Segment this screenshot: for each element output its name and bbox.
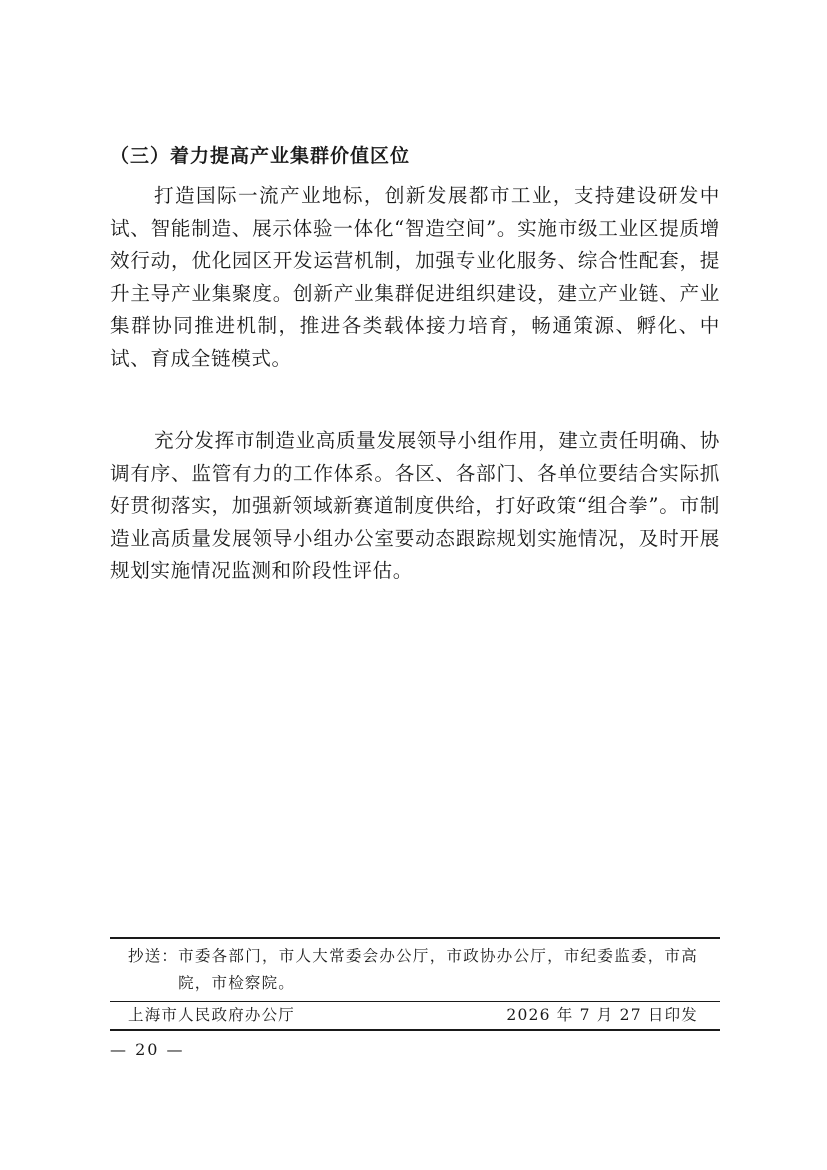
- cc-line: [110, 939, 720, 1001]
- issue-date: 2026 年 7 月 27 日印发: [506, 1006, 698, 1024]
- section-heading: （三）着力提高产业集群价值区位: [110, 145, 411, 167]
- body-paragraph-1: 打造国际一流产业地标，创新发展都市工业，支持建设研发中试、智能制造、展示体验一体化“智造空间”。实施市级工业区提质增效行动，优化园区开发运营机制，加强专业化服务、综合性配套，提升主导产业集聚度。创新产业集群促进组织建设，建立产业链、产业集群协同推进机制，推进各类载体接力培育，畅通策源、孵化、中试、育成全链模式。: [110, 184, 720, 370]
- issuer-name: 上海市人民政府办公厅: [128, 1006, 296, 1024]
- cc-label: 抄送：: [128, 947, 179, 965]
- body-paragraph-2: 充分发挥市制造业高质量发展领导小组作用，建立责任明确、协调有序、监管有力的工作体系。各区、各部门、各单位要结合实际抓好贯彻落实，加强新领域新赛道制度供给，打好政策“组合拳”。市制造业高质量发展领导小组办公室要动态跟踪规划实施情况，及时开展规划实施情况监测和阶段性评估。: [110, 429, 720, 583]
- page-number: — 20 —: [110, 1040, 185, 1059]
- issuer-row: [110, 1002, 720, 1029]
- distribution-footer: [110, 937, 720, 1031]
- cc-recipients: 市委各部门，市人大常委会办公厅，市政协办公厅，市纪委监委，市高院，市检察院。: [178, 947, 698, 992]
- footer-bottom-rule: [110, 1029, 720, 1031]
